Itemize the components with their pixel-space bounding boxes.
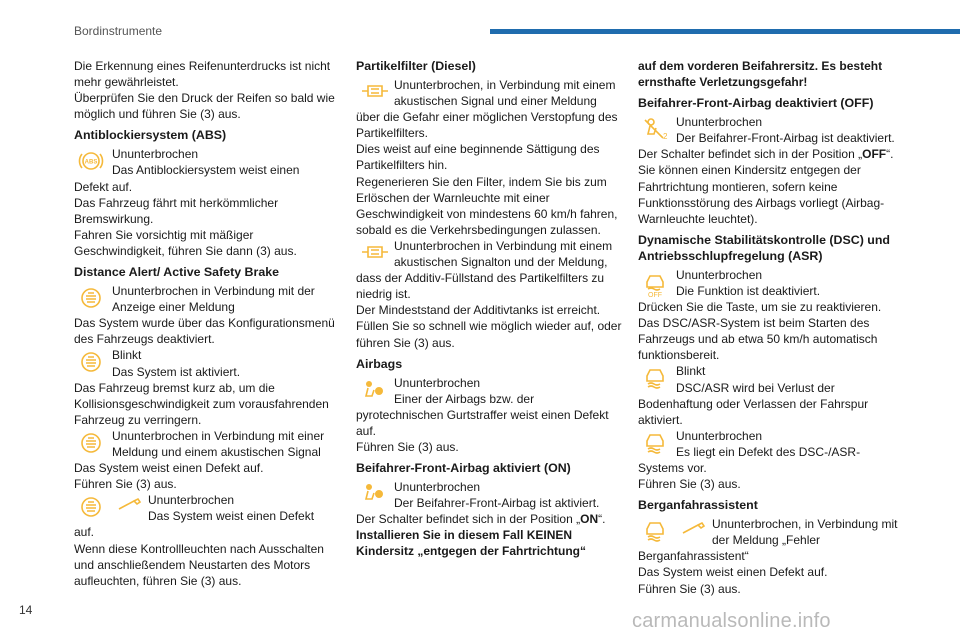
dsc-b-line-3: Bodenhaftung oder Verlassen der Fahrspur aktiviert. <box>638 396 869 427</box>
abs-warning-icon <box>78 149 104 173</box>
distance-c-line-3: Führen Sie (3) aus. <box>74 477 177 492</box>
page-header-title: Bordinstrumente <box>74 24 163 38</box>
airbag-off-line-3c: “. <box>886 147 894 162</box>
dpf-b-line-3: Der Mindeststand der Additivtanks ist erreicht. <box>356 303 601 318</box>
abs-line-4: Das Fahrzeug fährt mit herkömmlicher Bremswirkung. <box>74 195 279 226</box>
distance-d-line-1: Ununterbrochen <box>148 493 235 508</box>
dpf-b-line-2: dass der Additiv-Füllstand des Partikelfilters zu niedrig ist. <box>356 271 605 302</box>
airbag-off-line-1: Ununterbrochen <box>676 115 763 130</box>
collision-warning-icon <box>78 495 104 519</box>
distance-b-line-1: Blinkt <box>112 348 142 363</box>
abs-line-2: Das Antiblockiersystem weist einen <box>112 163 300 178</box>
distance-b-line-2: Das System ist aktiviert. <box>112 364 241 379</box>
distance-d-line-4: Wenn diese Kontrollleuchten nach Ausschalten und anschließendem Neustarten des Motors aufleuchten, führen Sie (3) aus. <box>74 541 324 588</box>
airbags-entry <box>356 375 626 455</box>
airbag-on-line-2: Der Beifahrer-Front-Airbag ist aktiviert. <box>394 496 600 511</box>
airbags-line-2: Einer der Airbags bzw. der <box>394 391 535 406</box>
passenger-airbag-off-icon <box>642 117 668 141</box>
dpf-a-line-3: Dies weist auf eine beginnende Sättigung des Partikelfilters hin. <box>356 142 600 173</box>
dsc-a-line-1: Ununterbrochen <box>676 267 763 282</box>
airbag-off-line-3 <box>638 146 908 162</box>
dsc-skid-icon <box>642 366 668 390</box>
heading-airbags: Airbags <box>356 356 403 371</box>
dpf-b-line-1: Ununterbrochen in Verbindung mit einem akustischen Signalton und der Meldung, <box>394 238 613 270</box>
distance-a-line-2: Das System wurde über das Konfigurationsmenü des Fahrzeugs deaktiviert. <box>74 316 335 347</box>
hill-line-3: Das System weist einen Defekt auf. <box>638 565 828 580</box>
airbag-off-position: OFF <box>862 147 887 162</box>
airbag-on-line-3 <box>356 511 626 527</box>
hill-entry <box>638 516 908 596</box>
collision-warning-icon <box>78 431 104 455</box>
watermark: carmanualsonline.info <box>632 610 831 632</box>
airbag-on-entry <box>356 479 626 559</box>
airbag-off-entry <box>638 114 908 227</box>
airbag-warning-icon <box>360 378 386 402</box>
dpf-a-line-2: über die Gefahr einer möglichen Verstopfung des Partikelfilters. <box>356 110 618 141</box>
airbag-off-line-3a: Der Schalter befindet sich in der Position „ <box>638 147 863 162</box>
dsc-a-line-4: Das DSC/ASR-System ist beim Starten des Fahrzeugs und ab etwa 50 km/h automatisch funktionsbereit. <box>638 316 878 363</box>
particle-filter-icon <box>360 241 390 263</box>
dsc-c-line-2: Es liegt ein Defekt des DSC-/ASR- <box>676 444 861 459</box>
distance-entry-a <box>74 283 344 347</box>
dsc-off-icon <box>642 270 668 298</box>
heading-dsc-asr: Dynamische Stabilitätskontrolle (DSC) und Antriebsschlupfregelung (ASR) <box>638 232 890 263</box>
dsc-entry-c <box>638 428 908 492</box>
dpf-b-line-4: Füllen Sie so schnell wie möglich wieder auf, oder führen Sie (3) aus. <box>356 319 622 350</box>
heading-distance-alert: Distance Alert/ Active Safety Brake <box>74 265 279 280</box>
abs-line-1: Ununterbrochen <box>112 147 199 162</box>
dsc-b-line-2: DSC/ASR wird bei Verlust der <box>676 380 835 395</box>
distance-d-line-2: Das System weist einen Defekt <box>148 509 315 524</box>
dpf-a-line-1: Ununterbrochen, in Verbindung mit einem akustischen Signal und einer Meldung <box>394 78 616 109</box>
airbags-line-3: pyrotechnischen Gurtstraffer weist einen Defekt auf. <box>356 407 609 438</box>
column-3 <box>638 58 908 597</box>
abs-line-3: Defekt auf. <box>74 179 133 194</box>
page-number: 14 <box>19 603 33 617</box>
column-1 <box>74 58 344 589</box>
particle-filter-icon <box>360 80 390 102</box>
distance-entry-c <box>74 428 344 492</box>
column-2 <box>356 58 626 560</box>
distance-entry-b <box>74 347 344 427</box>
dsc-skid-icon <box>642 431 668 455</box>
heading-abs: Antiblockiersystem (ABS) <box>74 128 227 143</box>
wrench-service-icon <box>116 495 144 515</box>
airbag-on-line-1: Ununterbrochen <box>394 480 481 495</box>
airbag-warning-continued: auf dem vorderen Beifahrersitz. Es besteht ernsthafte Verletzungsgefahr! <box>638 59 883 90</box>
dpf-entry-a <box>356 77 626 238</box>
dpf-a-line-4: Regenerieren Sie den Filter, indem Sie bis zum Erlöschen der Warnleuchte mit einer Geschwindigkeit von mindestens 60 km/h fahren, sobald es die Verkehrsbedingungen zulassen. <box>356 174 618 237</box>
distance-a-line-1: Ununterbrochen in Verbindung mit der Anzeige einer Meldung <box>112 284 315 315</box>
collision-warning-icon <box>78 350 104 374</box>
svg-text:OFF: OFF <box>648 291 662 298</box>
dsc-c-line-3: Systems vor. <box>638 460 707 475</box>
abs-entry <box>74 146 344 259</box>
airbag-off-line-2: Der Beifahrer-Front-Airbag ist deaktiviert. <box>676 131 895 146</box>
svg-text:2: 2 <box>663 132 668 142</box>
airbags-line-4: Führen Sie (3) aus. <box>356 439 459 454</box>
distance-c-line-2: Das System weist einen Defekt auf. <box>74 461 264 476</box>
dsc-a-line-3: Drücken Sie die Taste, um sie zu reaktivieren. <box>638 300 882 315</box>
airbag-on-line-3a: Der Schalter befindet sich in der Position „ <box>356 512 581 527</box>
dsc-a-line-2: Die Funktion ist deaktiviert. <box>676 283 821 298</box>
distance-entry-d <box>74 492 344 589</box>
distance-c-line-1: Ununterbrochen in Verbindung mit einer Meldung und einem akustischen Signal <box>112 428 325 459</box>
passenger-airbag-on-icon <box>360 482 386 506</box>
heading-hill-start: Berganfahrassistent <box>638 498 758 513</box>
heading-particle-filter: Partikelfilter (Diesel) <box>356 59 476 73</box>
airbag-on-line-3c: “. <box>598 512 606 527</box>
airbag-on-position: ON <box>580 512 599 527</box>
dsc-c-line-4: Führen Sie (3) aus. <box>638 477 741 492</box>
collision-warning-icon <box>78 286 104 310</box>
airbag-on-warning: Installieren Sie in diesem Fall KEINEN Kindersitz „entgegen der Fahrtrichtung“ <box>356 528 587 559</box>
distance-d-line-3: auf. <box>74 525 95 540</box>
airbags-line-1: Ununterbrochen <box>394 375 481 390</box>
hill-line-4: Führen Sie (3) aus. <box>638 581 741 596</box>
hill-line-2: Berganfahrassistent“ <box>638 549 749 564</box>
hill-line-1: Ununterbrochen, in Verbindung mit der Meldung „Fehler <box>712 517 898 548</box>
header-accent-bar <box>490 29 960 34</box>
dsc-c-line-1: Ununterbrochen <box>676 428 763 443</box>
abs-line-5: Fahren Sie vorsichtig mit mäßiger Geschwindigkeit, führen Sie dann (3) aus. <box>74 227 297 258</box>
dsc-b-line-1: Blinkt <box>676 364 706 379</box>
intro-text-1: Die Erkennung eines Reifenunterdrucks ist nicht mehr gewährleistet. <box>74 59 331 90</box>
wrench-service-icon <box>680 519 708 539</box>
svg-text:ABS: ABS <box>84 159 98 166</box>
dsc-skid-icon <box>642 519 668 543</box>
distance-b-line-3: Das Fahrzeug bremst kurz ab, um die Kollisionsgeschwindigkeit zum vorausfahrenden Fahrzeug zu verringern. <box>74 380 329 427</box>
intro-text-2: Überprüfen Sie den Druck der Reifen so bald wie möglich und führen Sie (3) aus. <box>74 91 335 122</box>
heading-airbag-on: Beifahrer-Front-Airbag aktiviert (ON) <box>356 461 571 476</box>
airbag-off-line-4: Sie können einen Kindersitz entgegen der Fahrtrichtung montieren, sofern keine Funktionsstörung des Airbags vorliegt (Airbag-Warnleuchte leuchtet). <box>638 163 885 226</box>
dpf-entry-b <box>356 238 626 351</box>
dsc-entry-b <box>638 363 908 427</box>
heading-airbag-off: Beifahrer-Front-Airbag deaktiviert (OFF) <box>638 96 874 111</box>
dsc-entry-a <box>638 267 908 364</box>
